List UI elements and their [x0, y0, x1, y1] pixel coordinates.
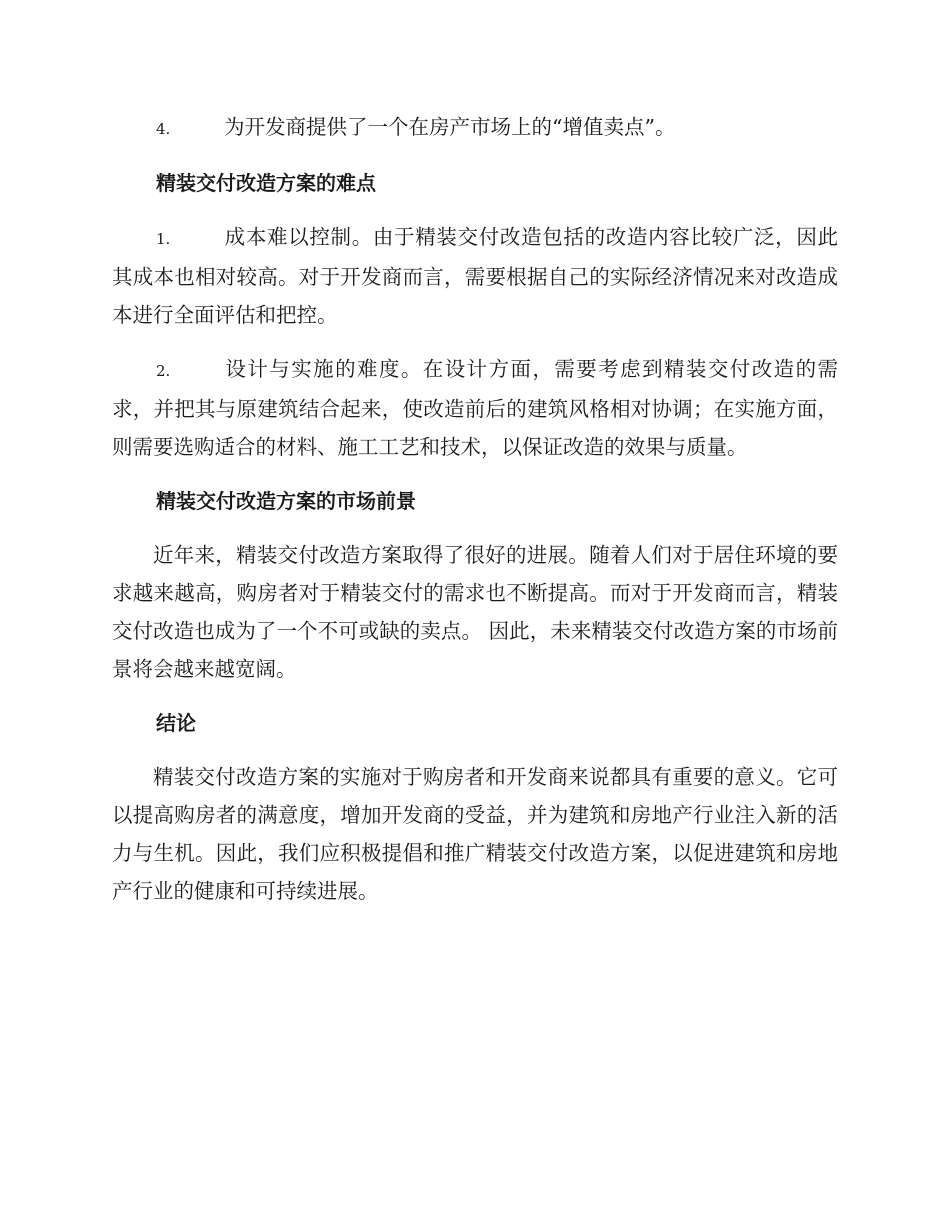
conclusion-paragraph: 精装交付改造方案的实施对于购房者和开发商来说都具有重要的意义。它可以提高购房者的满意度，增加开发商的受益，并为建筑和房地产行业注入新的活力与生机。因此，我们应积极提倡和推广精装交付改造方案，以促进建筑和房地产行业的健康和可持续进展。: [112, 765, 838, 903]
section-heading-conclusion: 结论: [156, 711, 196, 735]
list-number: 4.: [156, 120, 171, 138]
list-item-text: 成本难以控制。由于精装交付改造包括的改造内容比较广泛，因此其成本也相对较高。对于开发商而言，需要根据自己的实际经济情况来对改造成本进行全面评估和把控。: [112, 225, 838, 327]
list-item-text: 设计与实施的难度。在设计方面，需要考虑到精装交付改造的需求，并把其与原建筑结合起来，使改造前后的建筑风格相对协调；在实施方面，则需要选购适合的材料、施工工艺和技术，以保证改造的效果与质量。: [112, 357, 838, 459]
market-paragraph: 近年来，精装交付改造方案取得了很好的进展。随着人们对于居住环境的要求越来越高，购房者对于精装交付的需求也不断提高。而对于开发商而言，精装交付改造也成为了一个不可或缺的卖点。 因此，未来精装交付改造方案的市场前景将会越来越宽阔。: [112, 543, 838, 681]
list-number: 1.: [156, 230, 171, 248]
list-item-1: [112, 218, 838, 334]
section-heading-difficulties: 精装交付改造方案的难点: [156, 171, 376, 195]
list-item-2: [112, 350, 838, 466]
section-heading-market: 精装交付改造方案的市场前景: [156, 489, 416, 513]
list-item-text: 为开发商提供了一个在房产市场上的“增值卖点”。: [224, 115, 676, 139]
list-number: 2.: [156, 362, 171, 380]
list-item-4: [112, 108, 838, 148]
document-page: [112, 108, 838, 926]
